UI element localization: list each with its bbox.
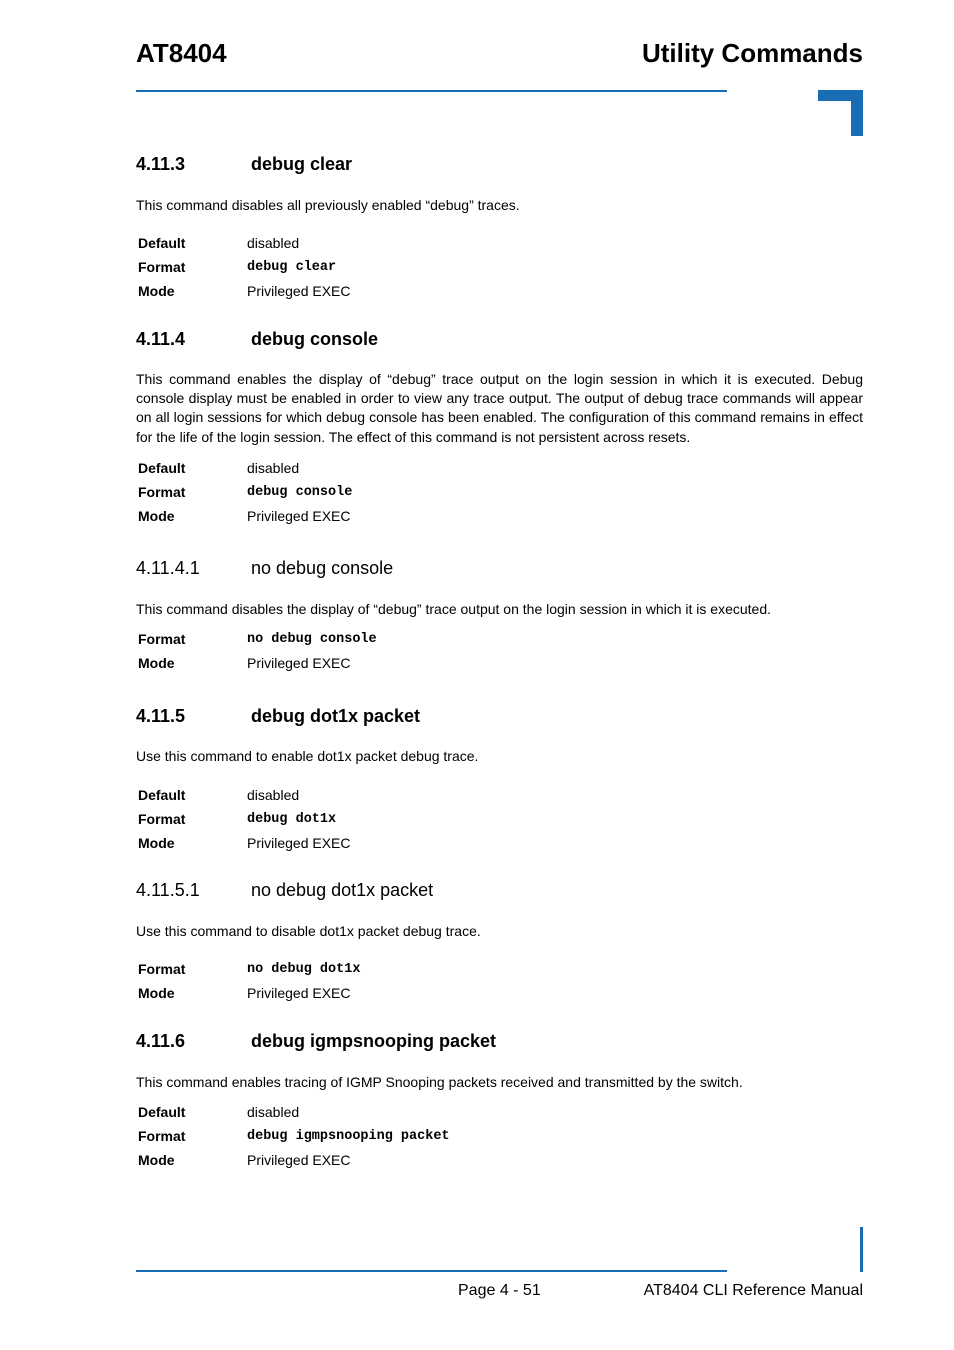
mode-value: Privileged EXEC <box>247 508 351 524</box>
section-description: Use this command to disable dot1x packet debug trace. <box>136 923 481 939</box>
section-number: 4.11.3 <box>136 154 186 174</box>
chapter-title: Utility Commands <box>641 38 863 68</box>
format-label: Format <box>138 484 186 500</box>
mode-value: Privileged EXEC <box>247 985 351 1001</box>
mode-label: Mode <box>138 283 175 299</box>
section-description: Use this command to enable dot1x packet debug trace. <box>136 748 479 764</box>
section-title: debug igmpsnooping packet <box>251 1031 497 1051</box>
mode-label: Mode <box>138 1152 175 1168</box>
default-value: disabled <box>247 460 300 476</box>
section-title: no debug console <box>251 558 394 578</box>
format-command: debug console <box>247 485 353 500</box>
format-command: no debug dot1x <box>247 962 361 977</box>
mode-value: Privileged EXEC <box>247 835 351 851</box>
format-command: debug dot1x <box>247 812 337 827</box>
section-description: This command disables all previously enabled “debug” traces. <box>136 197 520 213</box>
mode-value: Privileged EXEC <box>247 1152 351 1168</box>
page-number: Page 4 - 51 <box>458 1282 541 1299</box>
default-label: Default <box>138 787 186 803</box>
header-rule <box>136 90 727 92</box>
header-corner-mark-vertical <box>851 90 863 136</box>
section-title: no debug dot1x packet <box>251 880 434 900</box>
mode-value: Privileged EXEC <box>247 283 351 299</box>
mode-label: Mode <box>138 985 175 1001</box>
format-label: Format <box>138 631 186 647</box>
manual-title: AT8404 CLI Reference Manual <box>643 1282 863 1299</box>
section-description: This command disables the display of “debug” trace output on the login session in which it is executed. <box>136 601 772 617</box>
default-label: Default <box>138 1104 186 1120</box>
section-number: 4.11.4 <box>136 329 186 349</box>
section-title: debug dot1x packet <box>251 706 421 726</box>
section-description: This command enables tracing of IGMP Snooping packets received and transmitted by the switch. <box>136 1074 743 1090</box>
section-number: 4.11.5.1 <box>136 880 200 900</box>
default-label: Default <box>138 460 186 476</box>
footer-corner-mark <box>860 1227 863 1272</box>
default-value: disabled <box>247 1104 300 1120</box>
format-command: no debug console <box>247 632 377 647</box>
format-label: Format <box>138 1128 186 1144</box>
default-label: Default <box>138 235 186 251</box>
section-title: debug clear <box>251 154 353 174</box>
section-title: debug console <box>251 329 379 349</box>
default-value: disabled <box>247 235 300 251</box>
section-number: 4.11.5 <box>136 706 186 726</box>
footer-rule <box>136 1270 727 1272</box>
format-command: debug clear <box>247 260 337 275</box>
section-number: 4.11.4.1 <box>136 558 200 578</box>
mode-label: Mode <box>138 508 175 524</box>
format-label: Format <box>138 259 186 275</box>
section-description: This command enables the display of “debug” trace output on the login session in which it is executed. Debug console display must be enabled in order to view any trace output. The output of debug trace commands will appear on all login sessions for which debug console has been enabled. The configuration of this command remains in effect for the life of the login session. The effect of this command is not persistent across resets. <box>136 371 863 445</box>
format-command: debug igmpsnooping packet <box>247 1129 450 1144</box>
section-number: 4.11.6 <box>136 1031 186 1051</box>
mode-label: Mode <box>138 835 175 851</box>
default-value: disabled <box>247 787 300 803</box>
doc-title: AT8404 <box>136 38 227 68</box>
mode-label: Mode <box>138 655 175 671</box>
mode-value: Privileged EXEC <box>247 655 351 671</box>
format-label: Format <box>138 961 186 977</box>
format-label: Format <box>138 811 186 827</box>
